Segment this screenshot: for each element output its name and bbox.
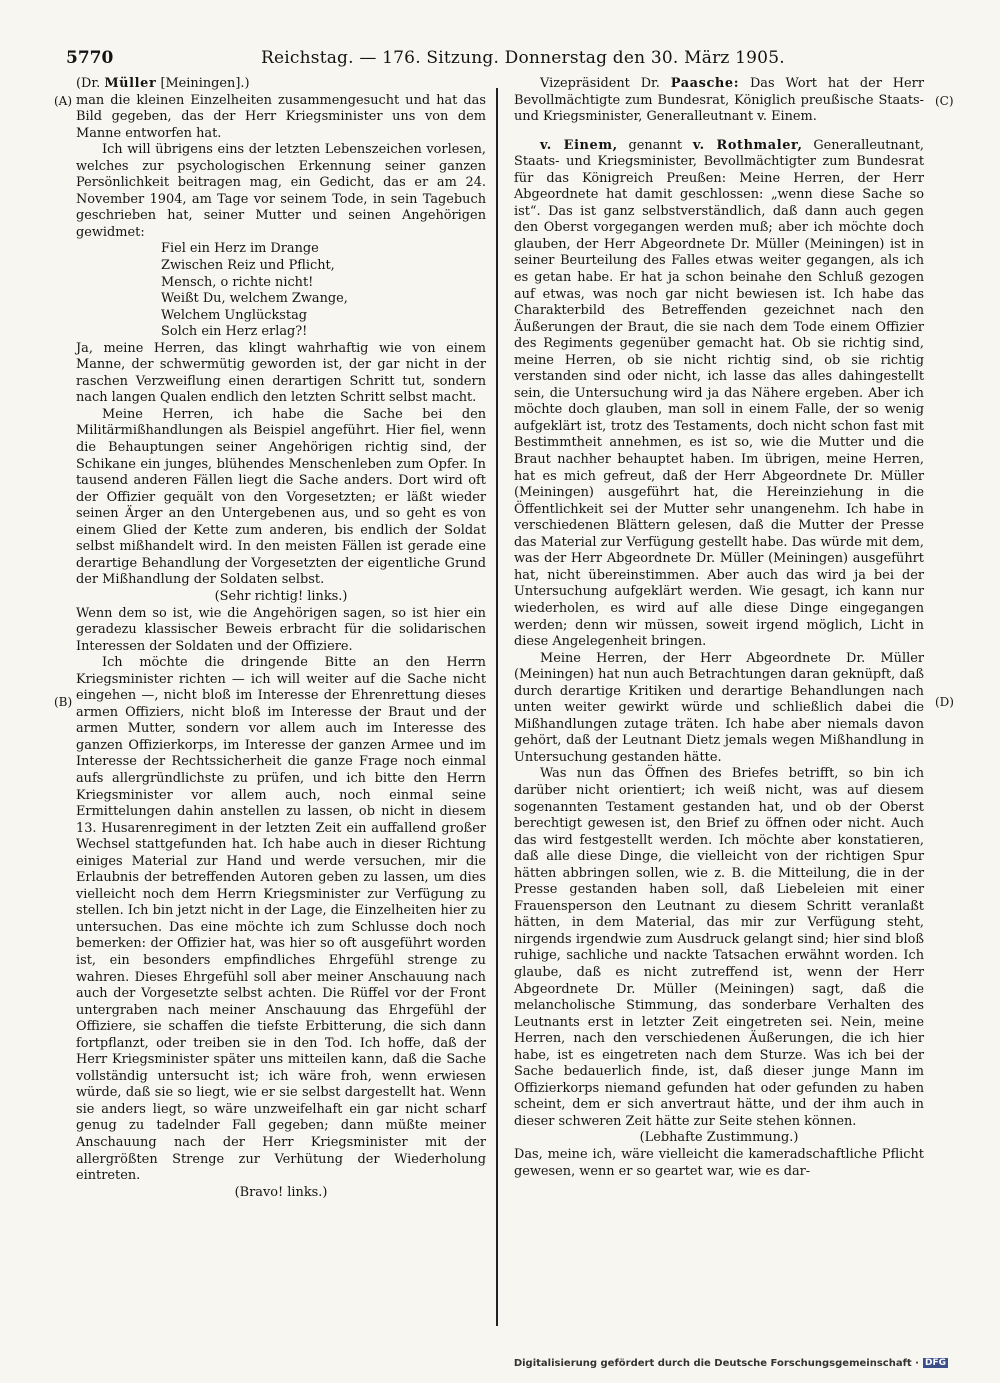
paragraph: Das, meine ich, wäre vielleicht die kameradschaftliche Pflicht gewesen, wenn er so geartet war, wie es dar- bbox=[514, 1147, 924, 1179]
speaker-suffix: [Meiningen].) bbox=[156, 76, 250, 91]
speaker-prefix: Vizepräsident Dr. bbox=[540, 76, 671, 91]
running-head: Reichstag. — 176. Sitzung. Donnerstag den 30. März 1905. bbox=[261, 48, 785, 68]
speaker-name: v. Einem, bbox=[540, 137, 618, 153]
interjection: (Bravo! links.) bbox=[234, 1184, 328, 1200]
dfg-logo: DFG bbox=[924, 1358, 946, 1368]
paragraph: Was nun das Öffnen des Briefes betrifft, so bin ich darüber nicht orientiert; ich weiß nicht, was auf diesem sogenannten Testament gestanden hat, und ob der Oberst berechtigt gewesen ist, den Brief zu öffnen oder nicht. Auch das wird festgestellt werden. Ich möchte aber konstatieren, daß alle diese Dinge, die vielleicht von der richtigen Spur hätten abbringen sollen, wie z. B. die Mitteilung, die in der Presse gestanden haben soll, daß Liebeleien mit einer Frauensperson den Leutnant zu diesem Schritt veranlaßt hätten, in dem Material, das mir zur Verfügung steht, nirgends irgendwie zum Ausdruck gelangt sind; hier sind bloß ruhige, sachliche und nackte Tatsachen erwähnt worden. Ich glaube, daß es nicht zutreffend ist, wenn der Herr Abgeordnete Dr. Müller (Meiningen) sagt, daß die melancholische Stimmung, das sonderbare Verhalten des Leutnants erst in letzter Zeit eingetreten sei. Nein, meine Herren, nach den verschiedenen Äußerungen, die ich hier habe, ist es eingetreten nach dem Sturze. Was ich bei der Sache bedauerlich finde, ist, daß dieser junge Mann im Offizierkorps niemand gefunden hat oder gefunden zu haben scheint, dem er sich anvertraut hätte, und der ihm auch in dieser schweren Zeit hätte zur Seite stehen können. bbox=[514, 766, 924, 1129]
paragraph: Meine Herren, der Herr Abgeordnete Dr. Müller (Meiningen) hat nun auch Betrachtungen daran geknüpft, daß durch derartige Kritiken und derartige Behandlungen nach unten weiter gewirkt würde und schließlich dabei die Mißhandlungen zutage träten. Ich habe aber niemals davon gehört, daß der Leutnant Dietz jemals wegen Mißhandlung in Untersuchung gestanden hätte. bbox=[514, 650, 924, 765]
paragraph-text: Das Wort hat der Herr Bevollmächtigte zum Bundesrat, Königlich preußische Staats- und Kriegsminister, Generalleutnant v. Einem. bbox=[514, 76, 924, 125]
paragraph bbox=[514, 76, 924, 126]
margin-mark-a: (A) bbox=[54, 94, 73, 108]
paragraph bbox=[514, 138, 924, 651]
paragraph: man die kleinen Einzelheiten zusammengesucht und hat das Bild gegeben, das der Herr Kriegsminister uns von dem Manne entworfen hat. bbox=[76, 92, 486, 141]
speaker-continuation bbox=[76, 76, 486, 93]
margin-mark-d: (D) bbox=[935, 695, 954, 709]
poem-line: Weißt Du, welchem Zwange, bbox=[161, 291, 348, 307]
speaker-name: Paasche: bbox=[670, 76, 740, 91]
margin-mark-b: (B) bbox=[54, 695, 73, 709]
page-number: 5770 bbox=[66, 48, 114, 68]
poem-line: Fiel ein Herz im Drange bbox=[161, 241, 319, 257]
paragraph: Ich will übrigens eins der letzten Lebenszeichen vorlesen, welches zur psychologischen Erkennung seiner ganzen Persönlichkeit beitragen mag, ein Gedicht, das er am 24. November 1904, am Tage vor seinem Tode, in sein Tagebuch geschrieben hat, seiner Mutter und seinen Angehörigen gewidmet: bbox=[76, 142, 486, 240]
speaker-name: Müller bbox=[104, 76, 157, 91]
footer-credit bbox=[514, 1358, 948, 1369]
spacer bbox=[514, 126, 924, 138]
margin-mark-c: (C) bbox=[935, 94, 954, 108]
paragraph: Ich möchte die dringende Bitte an den Herrn Kriegsminister richten — ich will weiter auf die Sache nicht eingehen —, nicht bloß im Interesse der Ehrenrettung dieses armen Offiziers, nicht bloß im Interesse der Braut und der armen Mutter, sondern vor allem auch im Interesse des ganzen Offizierkorps, im Interesse der ganzen Armee und im Interesse der Rechtssicherheit die ganze Frage noch einmal aufs allergründlichste zu prüfen, und ich bitte den Herrn Kriegsminister vor allem auch, noch einmal seine Ermittelungen dahin anstellen zu lassen, ob nicht in diesem 13. Husarenregiment in der letzten Zeit ein auffallend großer Wechsel stattgefunden hat. Ich habe auch in dieser Richtung einiges Material zur Hand und werde versuchen, mir die Erlaubnis der betreffenden Autoren geben zu lassen, um dies vielleicht noch dem Herrn Kriegsminister zur Verfügung zu stellen. Ich bin jetzt nicht in der Lage, die Einzelheiten hier zu untersuchen. Das eine möchte ich zum Schlusse doch noch bemerken: der Offizier hat, was hier so oft ausgeführt worden ist, ein besonders empfindliches Ehrgefühl strenge zu wahren. Dieses Ehrgefühl soll aber meiner Anschauung nach auch der Vorgesetzte selbst achten. Die Rüffel vor der Front untergraben nach meiner Anschauung das Ehrgefühl der Offiziere, sie schaffen die tiefste Erbitterung, die sich dann fortpflanzt, oder treiben sie in den Tod. Ich hoffe, daß der Herr Kriegsminister später uns mitteilen kann, daß die Sache vollständig untersucht ist; ich wäre froh, wenn erwiesen würde, daß sie so liegt, wie er sie selbst dargestellt hat. Wenn sie anders liegt, so wäre unzweifelhaft ein gar nicht scharf genug zu tadelnder Fall gegeben; dann müßte meiner Anschauung nach der Herr Kriegsminister mit der allergrößten Strenge zur Verhütung der Wiederholung eintreten. bbox=[76, 655, 486, 1184]
page-header bbox=[66, 44, 938, 72]
speaker-mid: genannt bbox=[617, 137, 693, 153]
poem-line: Welchem Unglückstag bbox=[161, 307, 308, 323]
poem-line: Zwischen Reiz und Pflicht, bbox=[161, 258, 335, 274]
poem-line: Mensch, o richte nicht! bbox=[161, 274, 314, 290]
paragraph-text: Generalleutnant, Staats- und Kriegsminister, Bevollmächtigter zum Bundesrat für das Königreich Preußen: Meine Herren, der Herr Abgeordnete hat damit geschlossen: „wenn diese Sache so ist“. Das ist ganz selbstverständlich, daß dann auch gegen den Oberst vorgegangen werden muß; aber ich möchte doch glauben, der Herr Abgeordnete Dr. Müller (Meiningen) ist in seiner Beurteilung des Falles etwas weiter gegangen, als ich es getan habe. Er hat ja schon beinahe den Schluß gezogen auf etwas, was noch gar nicht bewiesen ist. Ich habe das Charakterbild des Betreffenden gezeichnet nach den Äußerungen der Braut, die sie nach dem Tode einem Offizier des Regiments gegenüber gemacht hat. Ob sie richtig sind, meine Herren, ob sie nicht richtig sind, ob sie richtig verstanden sind oder nicht, ich lasse das alles dahingestellt sein, die Untersuchung wird ja das Nähere ergeben. Aber ich möchte doch glauben, man soll in einem Falle, der so wenig aufgeklärt ist, trotz des Testaments, doch nicht schon fast mit Bestimmtheit annehmen, es ist so, wie die Mutter und die Braut nachher behauptet haben. Im übrigen, meine Herren, hat es mich gefreut, daß der Herr Abgeordnete Dr. Müller (Meiningen) ausgeführt hat, die Hereinziehung in die Öffentlichkeit sei der Mutter sehr unangenehm. Ich habe in verschiedenen Blättern gelesen, daß die Mutter der Presse das Material zur Verfügung gestellt habe. Das würde mit dem, was der Herr Abgeordnete Dr. Müller (Meiningen) ausgeführt hat, nicht übereinstimmen. Aber auch das wird ja bei der Untersuchung aufgeklärt werden. Wie gesagt, ich kann nur wiederholen, es wird auf alle diese Dinge eingegangen werden; denn wir müssen, soweit irgend möglich, Licht in diese Angelegenheit bringen. bbox=[514, 137, 924, 650]
speaker-name: v. Rothmaler, bbox=[692, 137, 803, 153]
poem-line: Solch ein Herz erlag?! bbox=[161, 324, 308, 340]
interjection: (Lebhafte Zustimmung.) bbox=[639, 1130, 799, 1146]
paragraph: Ja, meine Herren, das klingt wahrhaftig wie von einem Manne, der schwermütig geworden ist, der gar nicht in der raschen Verzweiflung einen derartigen Schritt tut, sondern nach langen Qualen endlich den letzten Schritt selbst macht. bbox=[76, 340, 486, 406]
interjection: (Sehr richtig! links.) bbox=[214, 588, 348, 604]
paragraph: Wenn dem so ist, wie die Angehörigen sagen, so ist hier ein geradezu klassischer Beweis erbracht für die solidarischen Interessen der Soldaten und der Offiziere. bbox=[76, 605, 486, 654]
left-column bbox=[76, 76, 486, 1201]
paragraph: Meine Herren, ich habe die Sache bei den Militärmißhandlungen als Beispiel angeführt. Hier fiel, wenn die Behauptungen seiner Angehörigen richtig sind, der Schikane ein junges, blühendes Menschenleben zum Opfer. In tausend anderen Fällen liegt die Sache anders. Dort wird oft der Offizier gequält von den Vorgesetzten; er läßt wieder seinen Ärger an den Untergebenen aus, und so geht es von einem Glied der Kette zum anderen, bis endlich der Soldat selbst mißhandelt wird. In den meisten Fällen ist gerade eine derartige Behandlung der Vorgesetzten der eigentliche Grund der Mißhandlung der Soldaten selbst. bbox=[76, 406, 486, 588]
column-divider bbox=[496, 88, 498, 1326]
poem bbox=[76, 241, 486, 340]
footer-text: Digitalisierung gefördert durch die Deutsche Forschungsgemeinschaft · bbox=[513, 1358, 919, 1369]
right-column bbox=[514, 76, 924, 1180]
speaker-prefix: (Dr. bbox=[76, 76, 105, 91]
